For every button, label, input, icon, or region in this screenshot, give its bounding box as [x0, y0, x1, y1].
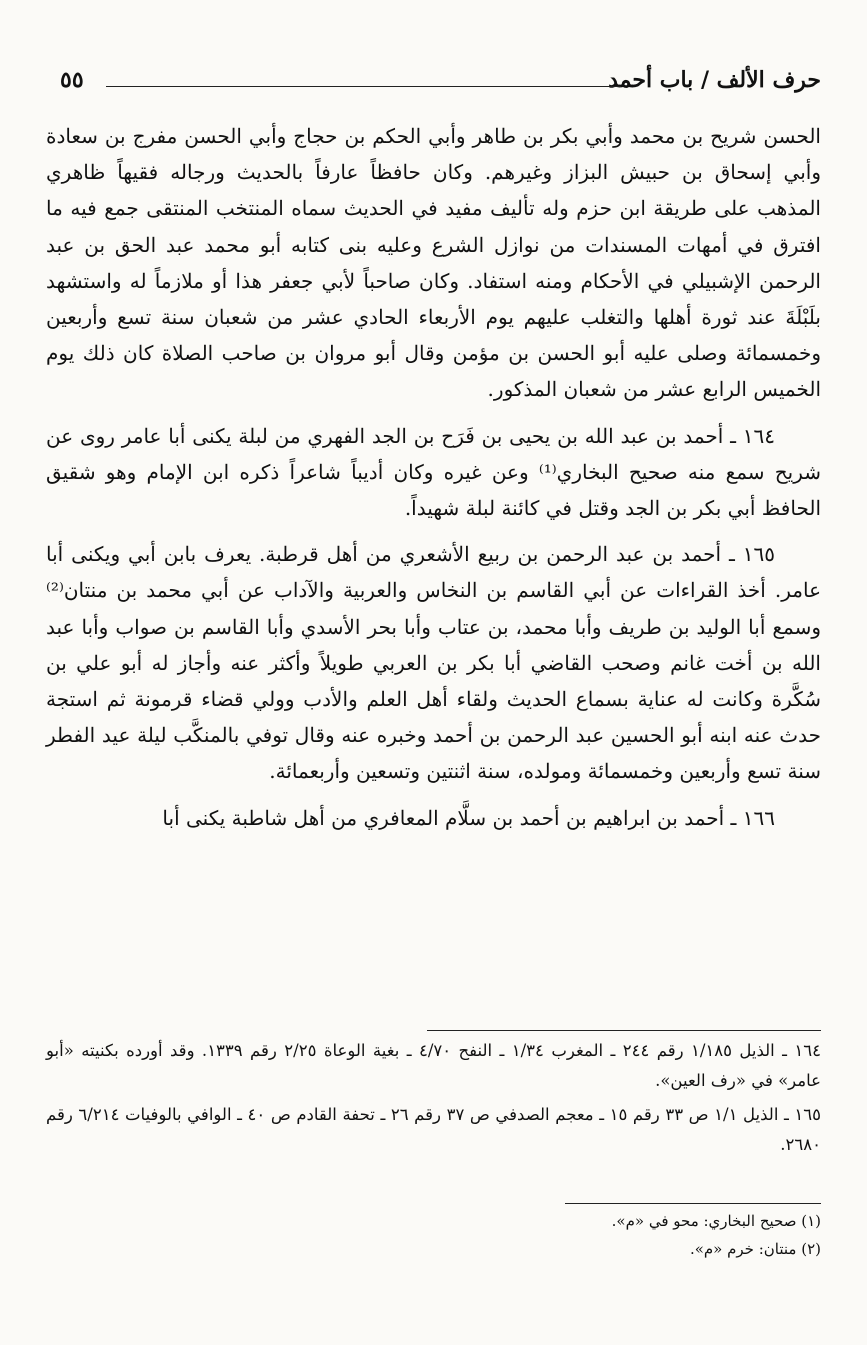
entry-165: ١٦٥ ـ أحمد بن عبد الرحمن بن ربيع الأشعري من أهل قرطبة. يعرف بابن أبي ويكنى أبا عامر. أخذ القراءات عن أبي القاسم بن النخاس والعربية والآداب عن أبي محمد بن منتان⁽²⁾ وسمع أبا الوليد بن طريف وأبا محمد، بن عتاب وأبا بحر الأسدي وأبا القاسم بن صواب وأبا عبد الله بن أخت غانم وصحب القاضي أبا بكر بن العربي طويلاً وأكثر عنه وأجاز له أبو علي بن سُكَّرة وكانت له عناية بسماع الحديث ولقاء أهل العلم والأدب وولي قضاء قرمونة ثم استجة حدث عنه ابنه أبو الحسين عبد الرحمن بن أحمد وخبره عنه وقال توفي بالمنكَّب ليلة عيد الفطر سنة تسع وأربعين وخمسمائة ومولده، سنة اثنتين وتسعين وأربعمائة.	[46, 542, 821, 784]
source-165: ١٦٥ ـ الذيل ١/١ ص ٣٣ رقم ١٥ ـ معجم الصدفي ص ٣٧ رقم ٢٦ ـ تحفة القادم ص ٤٠ ـ الوافي بالوفيات ٦/٢١٤ رقم ٢٦٨٠.	[46, 1105, 821, 1154]
footnote-1: (١) صحيح البخاري: محو في «م».	[611, 1212, 821, 1230]
source-164: ١٦٤ ـ الذيل ١/١٨٥ رقم ٢٤٤ ـ المغرب ١/٣٤ ـ النفح ٤/٧٠ ـ بغية الوعاة ٢/٢٥ رقم ١٣٣٩. وقد أورده بكنيته «أبو عامر» في «رف العين».	[46, 1041, 822, 1090]
page-header	[60, 62, 821, 98]
entry-164: ١٦٤ ـ أحمد بن عبد الله بن يحيى بن فَرَح بن الجد الفهري من لبلة يكنى أبا عامر روى عن شريح سمع منه صحيح البخاري⁽¹⁾ وعن غيره وكان أديباً شاعراً ذكره ابن الإمام وهو شقيق الحافظ أبي بكر بن الجد وقتل في كائنة لبلة شهيداً.	[46, 423, 821, 521]
entry-166: ١٦٦ ـ أحمد بن ابراهيم بن أحمد بن سلَّام المعافري من أهل شاطبة يكنى أبا	[162, 805, 775, 830]
sources-section	[46, 1036, 821, 1164]
main-text	[46, 118, 821, 846]
running-title: حرف الألف / باب أحمد	[608, 67, 821, 93]
footnotes-section	[46, 1207, 821, 1263]
paragraph-continuation: الحسن شريح بن محمد وأبي بكر بن طاهر وأبي الحكم بن حجاج وأبي الحسن مفرج بن سعادة وأبي إسحاق بن حبيش البزاز وغيرهم. وكان حافظاً عارفاً بالحديث ورجاله فقيهاً ظاهري المذهب على طريقة ابن حزم وله تأليف مفيد في الحديث سماه المنتخب المنتقى جمع فيه ما افترق في أمهات المسندات من نوازل الشرع وعليه بنى كتابه أبو محمد عبد الحق بن عبد الرحمن الإشبيلي في الأحكام ومنه استفاد. وكان صاحباً لأبي جعفر هذا أو ملازماً له واستشهد بلَبْلَةَ عند ثورة أهلها والتغلب عليهم يوم الأربعاء الحادي عشر من شعبان سنة تسع وأربعين وخمسمائة وصلى عليه أبو الحسن بن مؤمن وقال أبو مروان بن صاحب الصلاة كان ذلك يوم الخميس الرابع عشر من شعبان المذكور.	[46, 124, 821, 402]
sources-rule	[427, 1030, 821, 1031]
page-number: ٥٥	[60, 67, 84, 93]
header-rule	[106, 86, 621, 87]
footnote-2: (٢) منتان: خرم «م».	[689, 1240, 821, 1258]
footnote-rule	[565, 1203, 821, 1204]
